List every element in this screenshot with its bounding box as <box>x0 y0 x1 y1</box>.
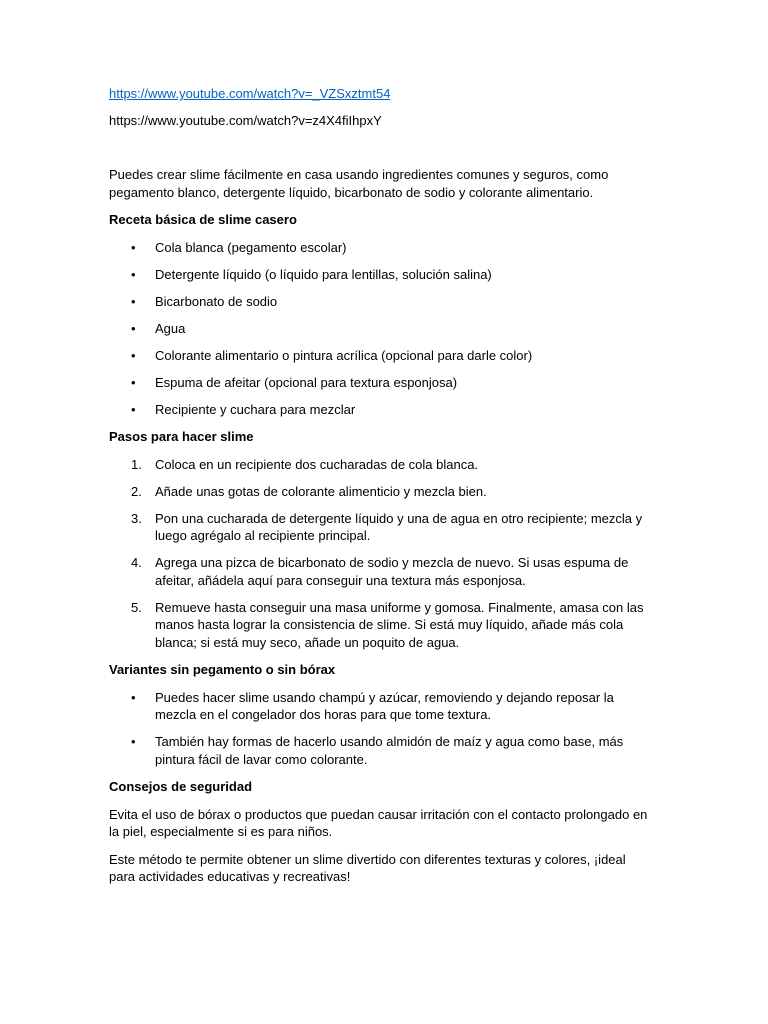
list-item-text: Espuma de afeitar (opcional para textura esponjosa) <box>155 374 458 390</box>
number-marker: 3. <box>131 510 142 526</box>
closing-paragraph: Este método te permite obtener un slime divertido con diferentes texturas y colores, ¡ideal para actividades educativas y recreativas! <box>109 851 626 884</box>
variants-list <box>109 689 654 769</box>
bullet-marker: • <box>131 734 136 749</box>
list-item-text: Recipiente y cuchara para mezclar <box>155 401 356 417</box>
list-item-text: Cola blanca (pegamento escolar) <box>155 239 347 255</box>
list-item <box>109 554 654 589</box>
number-marker: 5. <box>131 599 142 615</box>
bullet-marker: • <box>131 689 136 705</box>
number-marker: 1. <box>131 456 142 472</box>
list-item <box>109 293 654 311</box>
list-item <box>109 510 654 545</box>
ingredients-list <box>109 239 654 419</box>
list-item-text: Detergente líquido (o líquido para lentillas, solución salina) <box>155 266 492 282</box>
bullet-marker: • <box>131 293 136 309</box>
number-marker: 4. <box>131 555 142 570</box>
bullet-marker: • <box>131 239 136 255</box>
bullet-marker: • <box>131 320 136 336</box>
list-item-text: Agua <box>155 320 186 336</box>
list-item <box>109 733 654 768</box>
steps-list <box>109 456 654 652</box>
list-item-text: Puedes hacer slime usando champú y azúcar, removiendo y dejando reposar la mezcla en el congelador dos horas para que tome textura. <box>155 689 614 722</box>
safety-paragraph: Evita el uso de bórax o productos que puedan causar irritación con el contacto prolongado en la piel, especialmente si es para niños. <box>109 806 648 839</box>
list-item <box>109 689 654 724</box>
list-item <box>109 266 654 284</box>
bullet-marker: • <box>131 266 136 282</box>
bullet-marker: • <box>131 401 136 417</box>
ingredients-heading: Receta básica de slime casero <box>109 212 297 227</box>
list-item-text: Agrega una pizca de bicarbonato de sodio y mezcla de nuevo. Si usas espuma de afeitar, añádela aquí para conseguir una textura más esponjosa. <box>155 555 629 588</box>
intro-paragraph: Puedes crear slime fácilmente en casa usando ingredientes comunes y seguros, como pegamento blanco, detergente líquido, bicarbonato de sodio y colorante alimentario. <box>109 167 609 200</box>
list-item <box>109 456 654 474</box>
bullet-marker: • <box>131 374 136 390</box>
list-item <box>109 483 654 501</box>
list-item <box>109 320 654 338</box>
list-item-text: Añade unas gotas de colorante alimenticio y mezcla bien. <box>155 483 487 499</box>
steps-heading: Pasos para hacer slime <box>109 429 254 444</box>
list-item-text: Bicarbonato de sodio <box>155 293 278 309</box>
bullet-marker: • <box>131 347 136 363</box>
document-body <box>109 85 654 896</box>
list-item <box>109 599 654 652</box>
list-item-text: Coloca en un recipiente dos cucharadas de cola blanca. <box>155 456 479 472</box>
list-item-text: Pon una cucharada de detergente líquido y una de agua en otro recipiente; mezcla y luego agrégalo al recipiente principal. <box>155 510 643 543</box>
youtube-link-2[interactable]: https://www.youtube.com/watch?v=z4X4fiIhpxY <box>109 113 382 128</box>
variants-heading: Variantes sin pegamento o sin bórax <box>109 662 336 677</box>
list-item-text: También hay formas de hacerlo usando almidón de maíz y agua como base, más pintura fácil de lavar como colorante. <box>155 734 624 767</box>
list-item-text: Colorante alimentario o pintura acrílica (opcional para darle color) <box>155 347 533 363</box>
list-item <box>109 374 654 392</box>
safety-heading: Consejos de seguridad <box>109 779 253 794</box>
list-item <box>109 401 654 419</box>
number-marker: 2. <box>131 483 142 499</box>
list-item-text: Remueve hasta conseguir una masa uniforme y gomosa. Finalmente, amasa con las manos hasta lograr la consistencia de slime. Si está muy líquido, añade más cola blanca; si está muy seco, añade un poquito de agua. <box>155 599 644 650</box>
youtube-link-1[interactable]: https://www.youtube.com/watch?v=_VZSxztmt54 <box>109 86 391 101</box>
list-item <box>109 239 654 257</box>
list-item <box>109 347 654 365</box>
